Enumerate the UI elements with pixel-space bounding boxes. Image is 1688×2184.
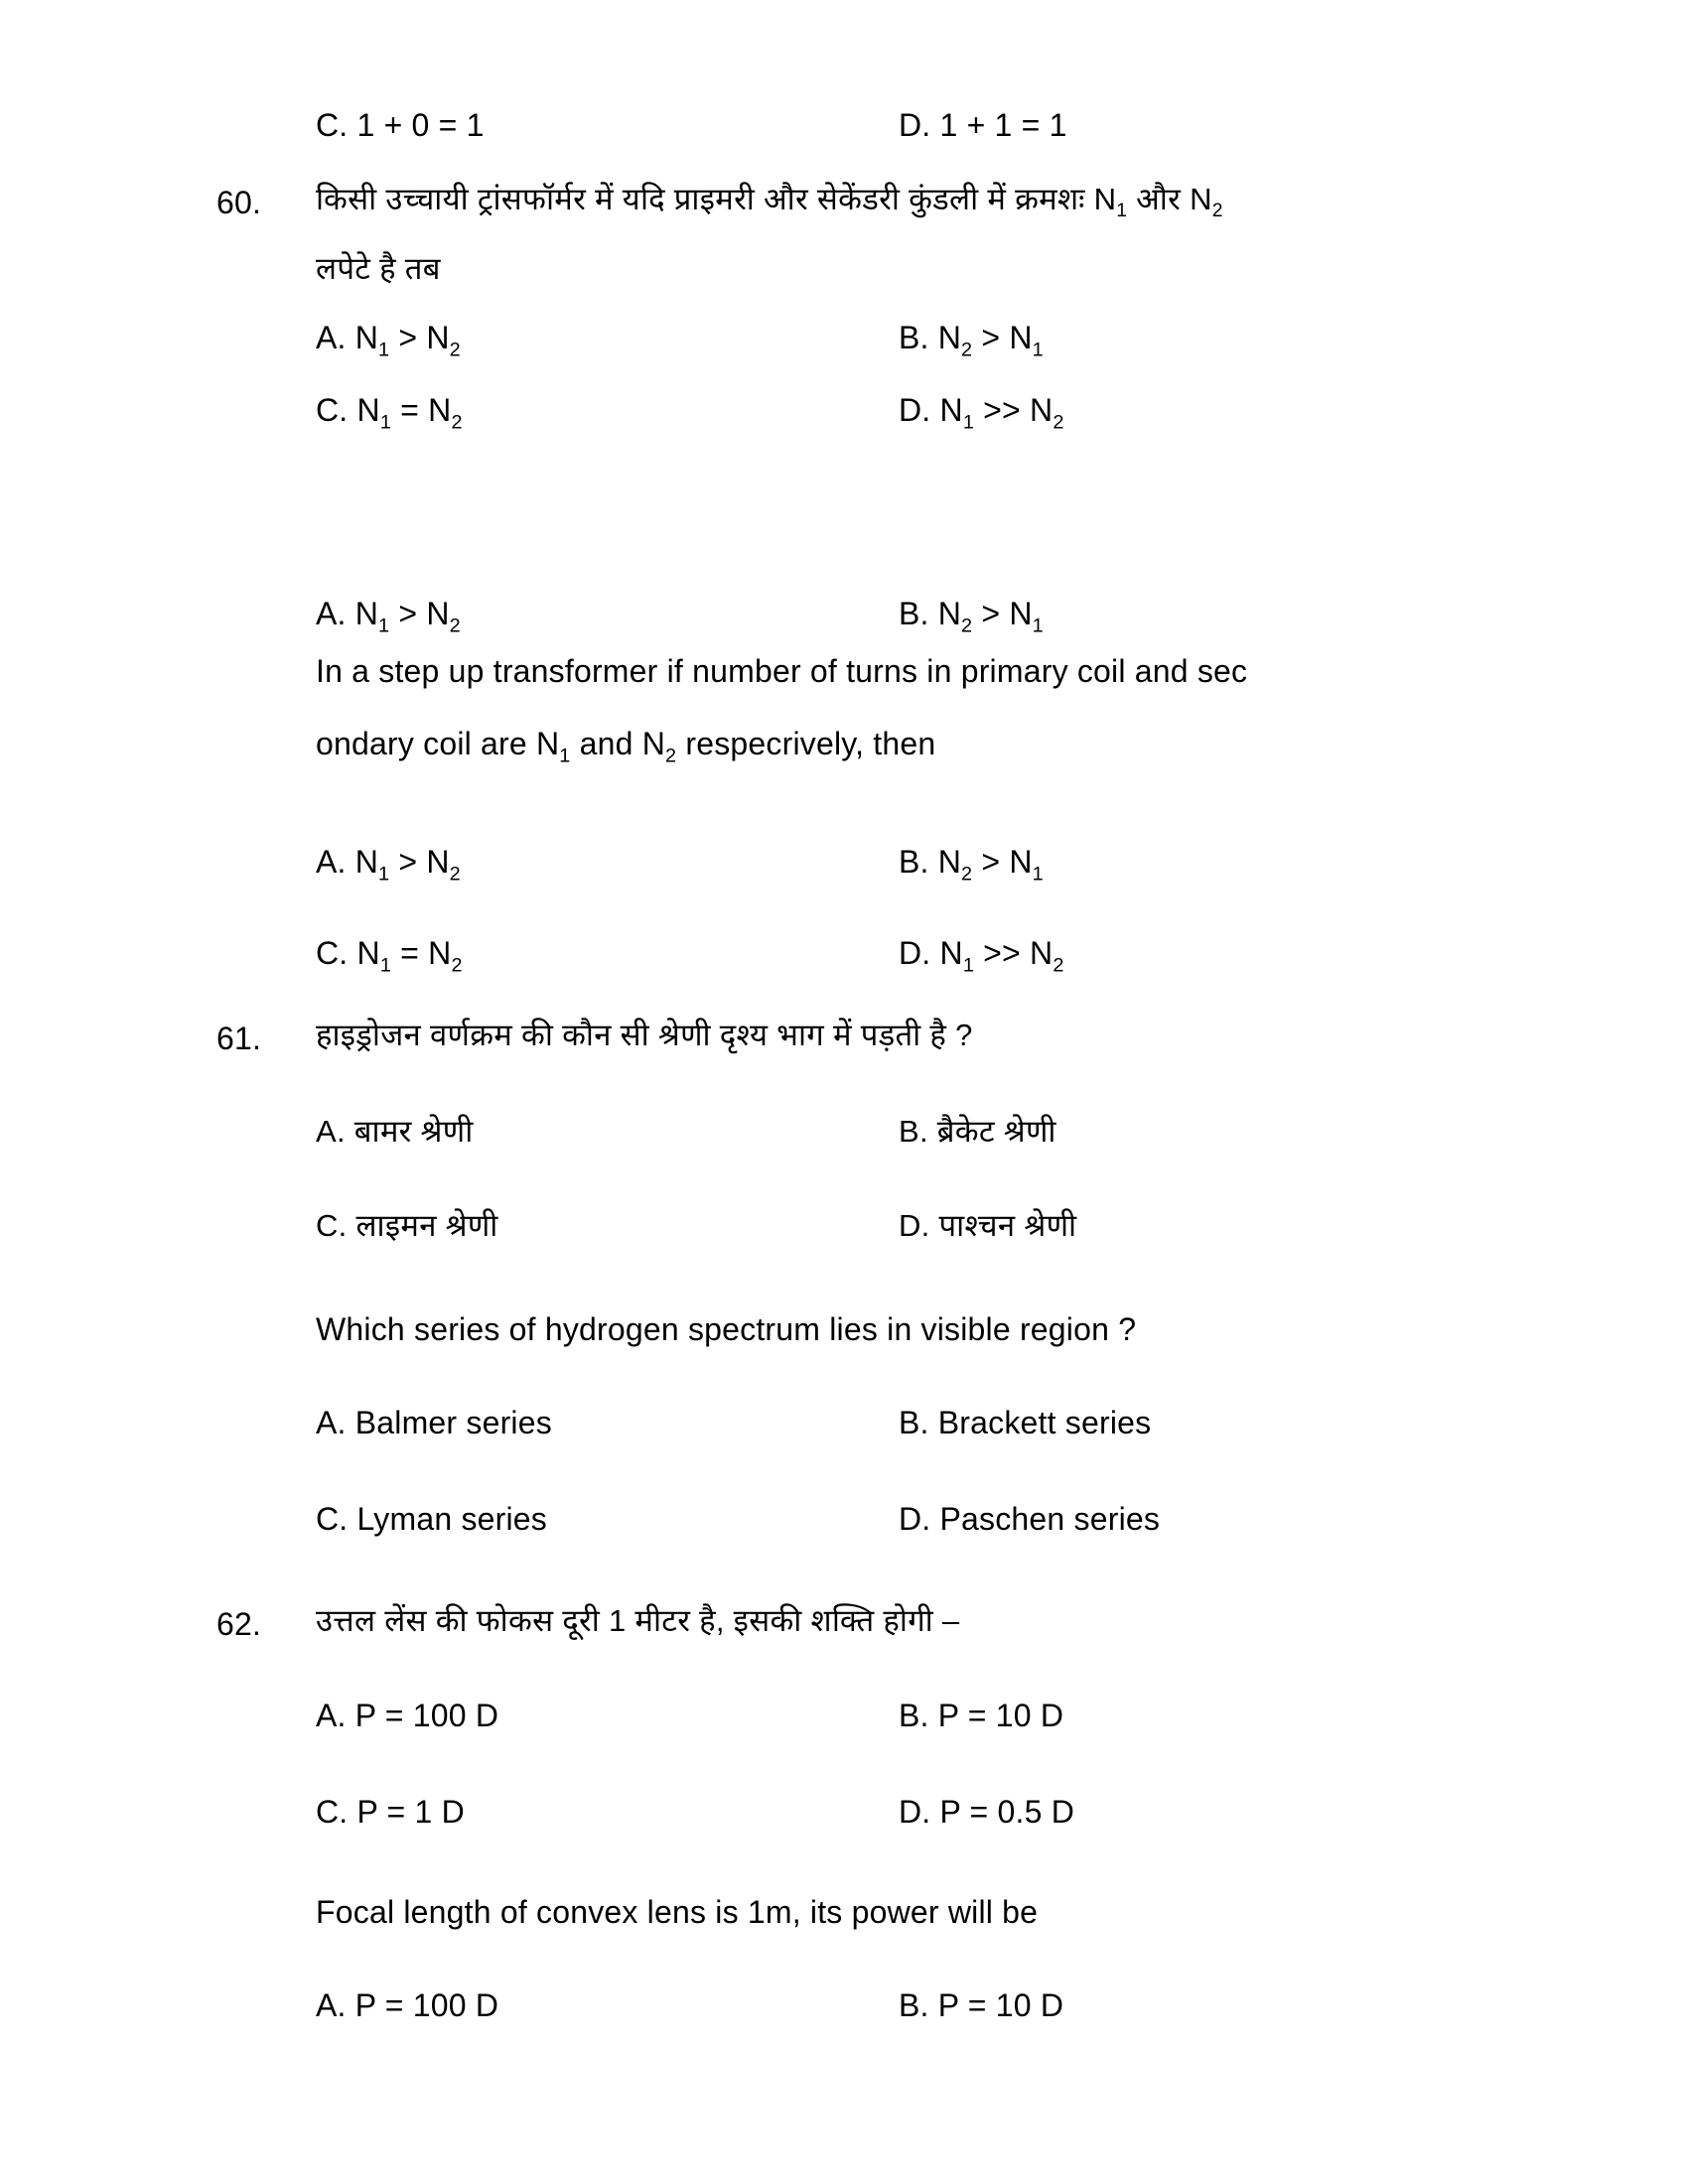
q60-hindi-text-mid: और bbox=[1127, 182, 1191, 216]
q60-en2-opt-b-op: > N bbox=[972, 844, 1033, 880]
q60-hindi-text-a: किसी उच्चायी ट्रांसफॉर्मर में यदि प्राइमरी और सेकेंडरी कुंडली में क्रमशः bbox=[316, 182, 1094, 216]
q62-hindi-option-c: C. P = 1 D bbox=[316, 1794, 465, 1830]
question-60-hindi-stem-line1 bbox=[316, 179, 1557, 220]
q60-hi-opt-c-sub2: 2 bbox=[451, 411, 463, 434]
q60-en-opt-a-prefix: A. N bbox=[316, 596, 379, 631]
q60-en-stem2-sub2: 2 bbox=[665, 745, 677, 767]
q60-english-option-b2 bbox=[899, 844, 1514, 886]
q60-en2-opt-a-sub1: 1 bbox=[378, 863, 390, 886]
q60-en-opt-d-op: >> N bbox=[974, 935, 1054, 971]
q61-english-option-d: D. Paschen series bbox=[899, 1501, 1161, 1537]
q60-hi-opt-d-sub2: 2 bbox=[1053, 411, 1064, 434]
q60-en-opt-c-op: = N bbox=[391, 935, 452, 971]
q60-hi-opt-a-op: > N bbox=[389, 320, 450, 355]
q60-en-opt-b-sub1: 2 bbox=[961, 614, 973, 637]
q60-en2-opt-a-prefix: A. N bbox=[316, 844, 379, 880]
q60-en2-opt-a-op: > N bbox=[389, 844, 450, 880]
q60-english-option-b bbox=[899, 596, 1514, 637]
question-62-english-stem: Focal length of convex lens is 1m, its power will be bbox=[316, 1894, 1039, 1930]
q60-en2-opt-b-sub1: 2 bbox=[961, 863, 973, 886]
q60-en-opt-a-sub1: 1 bbox=[378, 614, 390, 637]
q60-en-opt-b-sub2: 1 bbox=[1032, 614, 1044, 637]
question-61-english-stem: Which series of hydrogen spectrum lies in visible region ? bbox=[316, 1311, 1137, 1347]
q60-en-opt-c-sub2: 2 bbox=[451, 954, 463, 977]
q60-en-opt-b-prefix: B. N bbox=[899, 596, 962, 631]
q62-hindi-option-b: B. P = 10 D bbox=[899, 1698, 1064, 1733]
q60-hindi-n2: N bbox=[1190, 182, 1212, 216]
q60-en2-opt-b-sub2: 1 bbox=[1032, 863, 1044, 886]
q60-en-opt-d-prefix: D. N bbox=[899, 935, 963, 971]
q60-hi-opt-b-sub2: 1 bbox=[1032, 339, 1044, 361]
q60-hindi-option-a bbox=[316, 320, 872, 361]
q60-en-opt-c-sub1: 1 bbox=[379, 954, 392, 977]
q60-hi-opt-b-prefix: B. N bbox=[899, 320, 962, 355]
question-number-62: 62. bbox=[216, 1606, 262, 1642]
q61-english-option-a: A. Balmer series bbox=[316, 1405, 552, 1440]
q60-hi-opt-d-prefix: D. N bbox=[899, 392, 963, 428]
q60-en-opt-d-sub1: 1 bbox=[962, 954, 975, 977]
q62-hindi-option-a: A. P = 100 D bbox=[316, 1698, 499, 1733]
q61-hindi-option-c: C. लाइमन श्रेणी bbox=[316, 1208, 498, 1243]
q60-en-opt-a-op: > N bbox=[389, 596, 450, 631]
q62-english-option-b: B. P = 10 D bbox=[899, 1987, 1064, 2023]
q60-hindi-n1: N bbox=[1093, 182, 1117, 216]
q61-english-option-b: B. Brackett series bbox=[899, 1405, 1152, 1440]
question-60-hindi-stem-line2: लपेटे है तब bbox=[316, 251, 441, 286]
q60-hi-opt-d-sub1: 1 bbox=[962, 411, 975, 434]
q60-english-option-c bbox=[316, 935, 872, 977]
q62-english-option-a: A. P = 100 D bbox=[316, 1987, 499, 2023]
q61-hindi-option-b: B. ब्रैकेट श्रेणी bbox=[899, 1114, 1056, 1149]
q60-hindi-n1-sub: 1 bbox=[1116, 201, 1128, 222]
q60-english-option-a2 bbox=[316, 844, 872, 886]
question-60-english-stem-line2 bbox=[316, 723, 1557, 765]
q60-hi-opt-a-prefix: A. N bbox=[316, 320, 379, 355]
q60-en-stem2-mid: and N bbox=[570, 726, 666, 761]
q60-hi-opt-d-op: >> N bbox=[974, 392, 1054, 428]
carryover-option-d: D. 1 + 1 = 1 bbox=[899, 107, 1067, 143]
q60-en-opt-c-prefix: C. N bbox=[316, 935, 380, 971]
q60-hi-opt-b-op: > N bbox=[972, 320, 1033, 355]
q60-en-stem2-sub1: 1 bbox=[559, 745, 571, 767]
question-number-60: 60. bbox=[216, 185, 262, 220]
q60-en-opt-a-sub2: 2 bbox=[449, 614, 461, 637]
q60-en-stem2-post: respecrively, then bbox=[676, 726, 936, 761]
q60-en-stem2-pre: ondary coil are N bbox=[316, 726, 560, 761]
q60-hindi-option-c bbox=[316, 392, 872, 434]
q60-hi-opt-b-sub1: 2 bbox=[961, 339, 973, 361]
q60-en2-opt-b-prefix: B. N bbox=[899, 844, 962, 880]
q60-hi-opt-a-sub2: 2 bbox=[449, 339, 461, 361]
q60-hindi-option-d bbox=[899, 392, 1514, 434]
q61-hindi-option-a: A. बामर श्रेणी bbox=[316, 1114, 474, 1149]
q60-hi-opt-c-op: = N bbox=[391, 392, 452, 428]
q61-english-option-c: C. Lyman series bbox=[316, 1501, 547, 1537]
q60-hi-opt-c-prefix: C. N bbox=[316, 392, 380, 428]
q60-hindi-option-b bbox=[899, 320, 1514, 361]
question-62-hindi-stem: उत्तल लेंस की फोकस दूरी 1 मीटर है, इसकी शक्ति होगी – bbox=[316, 1603, 960, 1638]
q61-hindi-option-d: D. पाश्चन श्रेणी bbox=[899, 1208, 1077, 1243]
q60-english-option-a bbox=[316, 596, 872, 637]
q60-hindi-n2-sub: 2 bbox=[1211, 201, 1223, 222]
q60-english-option-d bbox=[899, 935, 1514, 977]
question-60-english-stem-line1: In a step up transformer if number of turns in primary coil and sec bbox=[316, 653, 1248, 689]
question-61-hindi-stem: हाइड्रोजन वर्णक्रम की कौन सी श्रेणी दृश्य भाग में पड़ती है ? bbox=[316, 1018, 973, 1052]
q60-en-opt-d-sub2: 2 bbox=[1053, 954, 1064, 977]
q60-en-opt-b-op: > N bbox=[972, 596, 1033, 631]
question-number-61: 61. bbox=[216, 1021, 262, 1056]
carryover-option-c: C. 1 + 0 = 1 bbox=[316, 107, 485, 143]
q60-hi-opt-c-sub1: 1 bbox=[379, 411, 392, 434]
q62-hindi-option-d: D. P = 0.5 D bbox=[899, 1794, 1075, 1830]
q60-hi-opt-a-sub1: 1 bbox=[378, 339, 390, 361]
q60-en2-opt-a-sub2: 2 bbox=[449, 863, 461, 886]
